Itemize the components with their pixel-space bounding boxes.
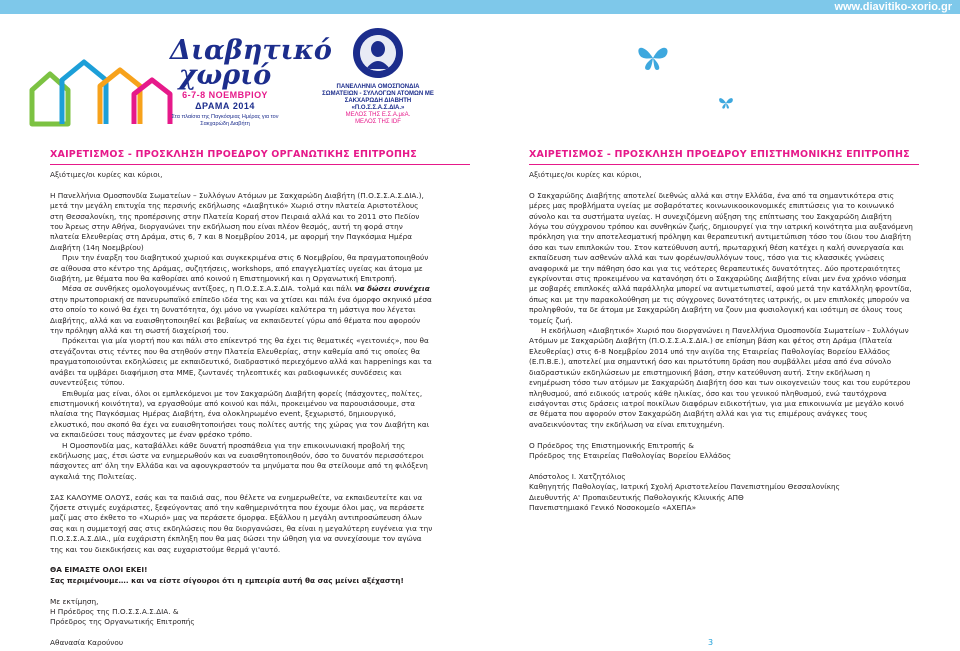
left-heading: ΧΑΙΡΕΤΙΣΜΟΣ - ΠΡΟΣΚΛΗΣΗ ΠΡΟΕΔΡΟΥ ΟΡΓΑΝΩΤΙΚΗΣ ΕΠΙΤΡΟΠΗΣ: [50, 149, 417, 160]
left-paragraph-1: Η Πανελλήνια Ομοσπονδία Σωματείων – Συλλόγων Ατόμων με Σακχαρώδη Διαβήτη (Π.Ο.Σ.Σ.Α.Σ.ΔΙΑ.), μετά την μεγάλη επιτυχία της περσινής εκδήλωσης «Διαβητικό» Χωριό στην πλατεία Αριστοτέλους στη Θεσσαλονίκη, της προπέρσινης στην Πλατεία Κοραή στον Πειραιά αλλά και το 2011 στο Πεδίον του Άρεως στην Αθήνα, διοργανώνει την εκδήλωση που είναι πλέον θεσμός, αυτή τη φορά στην πλατεία Ελευθερίας στη Δράμα, στις 6, 7 και 8 Νοεμβρίου 2014, με αφορμή την Παγκόσμια Ημέρα Διαβήτη (14η Νοεμβρίου): [50, 190, 424, 252]
left-paragraph-7: ΣΑΣ ΚΑΛΟΥΜΕ ΟΛΟΥΣ, εσάς και τα παιδιά σας, που θέλετε να ενημερωθείτε, να εκπαιδευτείτε και να ζήσετε στιγμές ευχάριστες, ξεφεύγοντας από την καθημερινότητα που έχουμε όλοι μας, να περάσετε μαζί μας στο έκθετο το «Χωριό» μας να περάσετε όμορφα. Εξάλλου η μεγάλη αντιπροσώπευση όλων: [50, 492, 425, 523]
right-signature-2: Πρόεδρος της Εταιρείας Παθολογίας Βορείου Ελλάδος: [529, 450, 732, 460]
left-paragraph-3: [50, 284, 434, 336]
right-paragraph-2: Η εκδήλωση «Διαβητικό» Χωριό που διοργανώνει η Πανελλήνια Ομοσπονδία Σωματείων - Συλλόγων Ατόμων με Σακχαρώδη Διαβήτη (Π.Ο.Σ.Σ.Α.Σ.ΔΙΑ.) σε επίσημη βάση και φέτος στη Δράμα (Πλατεία Ελευθερίας) στις 6-8 Νοεμβρίου 2014 υπό την αιγίδα της Εταιρείας Παθολογίας Βορείου Ελλάδος (Ε.Π.Β.Ε.), αποτελεί μια σημαντική όσο και πρωτότυπη δράση που συμβάλλει μέσα από ένα σύνολο διαδραστικών εκδηλώσεων με επιστημονική βάση, στην κατεύθυνση αυτή. Στην εκδήλωση η ενημέρωση τόσο των ατόμων με Σακχαρώδη Διαβήτη όσο και των οικογενειών τους και του ευρύτερου πληθυσμού, από ειδικούς ιατρούς κάθε ηλικίας, όσο και του γενικού πληθυσμού, ενώ ταυτόχρονα εισάγονται στις δράσεις ιατροί ποικίλων διαφόρων ειδικοτήτων, για μια επικοινωνία με μεγάλο κοινό σε θέματα που αφορούν στον Σακχαρώδη Διαβήτη αλλά και για τις επιμέρους ανάγκες τους αναδεικνύοντας την εκδήλωση να είναι επιτυχημένη.: [529, 326, 911, 429]
site-url: www.diavitiko-xorio.gr: [834, 1, 952, 13]
logo-title: Διαβητικό χωριό: [170, 35, 332, 91]
left-signature-3: Πρόεδρος της Οργανωτικής Επιτροπής: [50, 617, 195, 627]
left-paragraph-3c: στην πρωτοποριακή σε πανευρωπαϊκό επίπεδο ιδέα της και να χτίσει και πάλι ένα όμορφο σκηνικό μέσα στο οποίο το κοινό θα έχει τη δυνατότητα, όχι μόνο να γνωρίσει καλύτερα τη μάστιγα που λέγεται Διαβήτης, αλλά και να ευαισθητοποιηθεί και βεβαίως να εκπαιδευτεί γύρω από θέματα που αφορούν την πρόληψη αλλά και τη σωστή διαχείρισή του.: [50, 294, 432, 336]
right-greeting: Αξιότιμες/οι κυρίες και κύριοι,: [529, 170, 642, 179]
closing-line-1: ΘΑ ΕΙΜΑΣΤΕ ΟΛΟΙ ΕΚΕΙ!: [50, 565, 148, 575]
logo-city: ΔΡΑΜΑ 2014: [195, 101, 255, 111]
right-signature-title-3: Πανεπιστημιακό Γενικό Νοσοκομείο «ΑΧΕΠΑ»: [529, 502, 697, 512]
village-houses-logo: [28, 50, 178, 128]
left-paragraph-4: Πρόκειται για μία γιορτή που και πάλι στο επίκεντρό της θα έχει τις θεματικές «γειτονιές», που θα στεγάζονται στις τέντες που θα στηθούν στην Πλατεία Ελευθερίας, στην καθεμία από τις οποίες θα πραγματοποιούνται εκδηλώσεις με εκπαιδευτικό, διαδραστικό περιεχόμενο αλλά και happenings και τα ανάβει τα υμβάρει διαφήμιση στα ΜΜΕ, ζωντανές τηλεοπτικές και ραδιοφωνικές συνδέσεις και συνεντεύξεις τύπου.: [50, 336, 432, 388]
right-column: [529, 170, 913, 513]
left-paragraph-8: σας και η συμμετοχή σας στις εκδηλώσεις που θα διοργανώσει, θα είναι η μεγαλύτερη ευγένεια για την Π.Ο.Σ.Σ.Α.Σ.ΔΙΑ., μία ευχάριστη έκπληξη που θα μας δώσει την ώθηση για να συνεχίσουμε τον αγώνα της και του διεκδικήσεις και σας ευχαριστούμε θερμά γι'αυτό.: [50, 523, 433, 554]
federation-member-1: ΜΕΛΟΣ ΤΗΣ Ε.Σ.Α.μεΑ.: [345, 112, 411, 118]
left-paragraph-3-emphasis: να δώσει συνέχεια: [354, 284, 430, 294]
logo-subtitle: Στα πλαίσια της Παγκόσμιας Ημέρας για τον Σακχαρώδη Διαβήτη: [171, 114, 279, 127]
top-bar: [0, 0, 960, 14]
right-divider: [529, 164, 919, 165]
left-paragraph-3a: Μέσα σε συνθήκες ομολογουμένως αντίξοες, η Π.Ο.Σ.Σ.Α.Σ.ΔΙΑ. τολμά και πάλι: [62, 284, 355, 294]
left-signature-2: Η Πρόεδρος της Π.Ο.Σ.Σ.Α.Σ.ΔΙΑ. &: [50, 607, 179, 616]
right-signature-title-1: Καθηγητής Παθολογίας, Ιατρική Σχολή Αριστοτελείου Πανεπιστημίου Θεσσαλονίκης: [529, 482, 840, 492]
federation-name: ΠΑΝΕΛΛΗΝΙΑ ΟΜΟΣΠΟΝΔΙΑ ΣΩΜΑΤΕΙΩΝ - ΣΥΛΛΟΓΩΝ ΑΤΟΜΩΝ ΜΕ ΣΑΚΧΑΡΩΔΗ ΔΙΑΒΗΤΗ «Π.Ο.Σ.Σ.Α.Σ.ΔΙΑ.»: [322, 84, 434, 111]
logo-date: 6-7-8 ΝΟΕΜΒΡΙΟΥ: [182, 90, 268, 100]
right-heading: ΧΑΙΡΕΤΙΣΜΟΣ - ΠΡΟΣΚΛΗΣΗ ΠΡΟΕΔΡΟΥ ΕΠΙΣΤΗΜΟΝΙΚΗΣ ΕΠΙΤΡΟΠΗΣ: [529, 149, 910, 160]
page-number: 3: [708, 638, 714, 647]
right-paragraph-1: Ο Σακχαρώδης Διαβήτης αποτελεί διεθνώς αλλά και στην Ελλάδα, ένα από τα σημαντικότερα στις μέρες μας προβλήματα υγείας με σοβαρότατες κοινωνικοοικονομικές επιπτώσεις για το κοινωνικό σύνολο και τα συστήματα υγείας. Η συνεχιζόμενη αύξηση της επίπτωσης του Σακχαρώδη Διαβήτη λόγω του σύγχρονου τρόπου και συνθηκών ζωής, δημιουργεί για την ιατρική κοινότητα μια αυξανόμενη πρόκληση για την αποτελεσματική πρόληψη και θεραπευτική αντιμετώπιση τόσο του ίδιου του Διαβήτη όσο και των επιπλοκών του. Στον κατεύθυνση αυτή, πρωταρχική θέση κατέχει η καλή συνεργασία και εκπαίδευση των ασθενών αλλά και των φορέων/συλλόγων τους, τόσο για τις κλασσικές γνώσεις αναφορικά με την πάθηση όσο και για τις νεότερες θεραπευτικές δυνατότητες. Δύο προτεραιότητες εγκρίνονται στις προκειμένου να κατανόηση ότι ο Σακχαρώδης Διαβήτης είναι μεν ένα χρόνιο νόσημα με σοβαρές επιπλοκές αλλά παράλληλα μπορεί να αντιμετωπιστεί, αφού μετά την κατάλληλη φροντίδα, όπως και με την παρακολούθηση με τις σύγχρονες δυνατότητες ιατρικής, οι μεν επιπλοκές μπορούν να προληφθούν, τα δε άτομα με Σακχαρώδη Διαβήτη να ζουν μια φυσιολογική και ισότιμη σε όλους τους τομείς ζωή.: [529, 190, 913, 325]
federation-member-2: ΜΕΛΟΣ ΤΗΣ IDF: [355, 119, 401, 125]
portrait-icon: [360, 35, 396, 71]
left-divider: [50, 164, 470, 165]
left-greeting: Αξιότιμες/οι κυρίες και κύριοι,: [50, 170, 163, 179]
left-paragraph-2: Πριν την έναρξη του διαβητικού χωριού και συγκεκριμένα στις 6 Νοεμβρίου, θα πραγματοποιηθούν σε αίθουσα στο κέντρο της Δράμας, συζητήσεις, workshops, από επαγγελματίες υγείας και άτομα με διαβήτη, με θέματα που θα καθορίσει από κοινού η Επιστημονική και η Οργανωτική Επιτροπή.: [50, 253, 429, 284]
butterfly-icon: [636, 44, 670, 72]
small-butterfly-icon: [718, 96, 734, 110]
left-signature-name: Αθανασία Καρούνου: [50, 638, 124, 648]
left-paragraph-5: Επιθυμία μας είναι, όλοι οι εμπλεκόμενοι με τον Σακχαρώδη Διαβήτη φορείς (πάσχοντες, πολίτες, επιστημονική κοινότητα), να εργασθούμε από κοινού και πάλι, προκειμένου να παρουσιάσουμε, στα πλαίσια της Παγκόσμιας Ημέρας Διαβήτη, ένα ολοκληρωμένο event, ξεχωριστό, δημιουργικό, ελκυστικό, που σκοπό θα έχει να ευαισθητοποιήσει τους πολίτες αυτής της χώρας για τον Διαβήτη και να εκπαιδεύσει τους πάσχοντες με έναν φρέσκο τρόπο.: [50, 388, 430, 440]
right-signature-name: Απόστολος Ι. Χατζητόλιος: [529, 471, 626, 481]
closing-line-2: Σας περιμένουμε…. και να είστε σίγουροι ότι η εμπειρία αυτή θα σας μείνει αξέχαστη!: [50, 575, 404, 585]
left-signature-1: Με εκτίμηση,: [50, 596, 99, 606]
right-signature-title-2: Διευθυντής Α' Προπαιδευτικής Παθολογικής Κλινικής ΑΠΘ: [529, 492, 744, 502]
left-column: [50, 170, 434, 649]
federation-info: [320, 84, 436, 126]
right-signature-1: Ο Πρόεδρος της Επιστημονικής Επιτροπής &: [529, 440, 694, 450]
left-paragraph-6: Η Ομοσπονδία μας, καταβάλλει κάθε δυνατή προσπάθεια για την επικοινωνιακή προβολή της εκδήλωσης μας, έτσι ώστε να ενημερωθούν και να ευαισθητοποιηθούν, όσο το δυνατόν περισσότεροι πάσχοντες απ' όλη την Ελλάδα και να αφουγκραστούν τα μηνύματα που θα στείλουμε από τη φιλόξενη αγκαλιά της Πολιτείας.: [50, 440, 428, 481]
